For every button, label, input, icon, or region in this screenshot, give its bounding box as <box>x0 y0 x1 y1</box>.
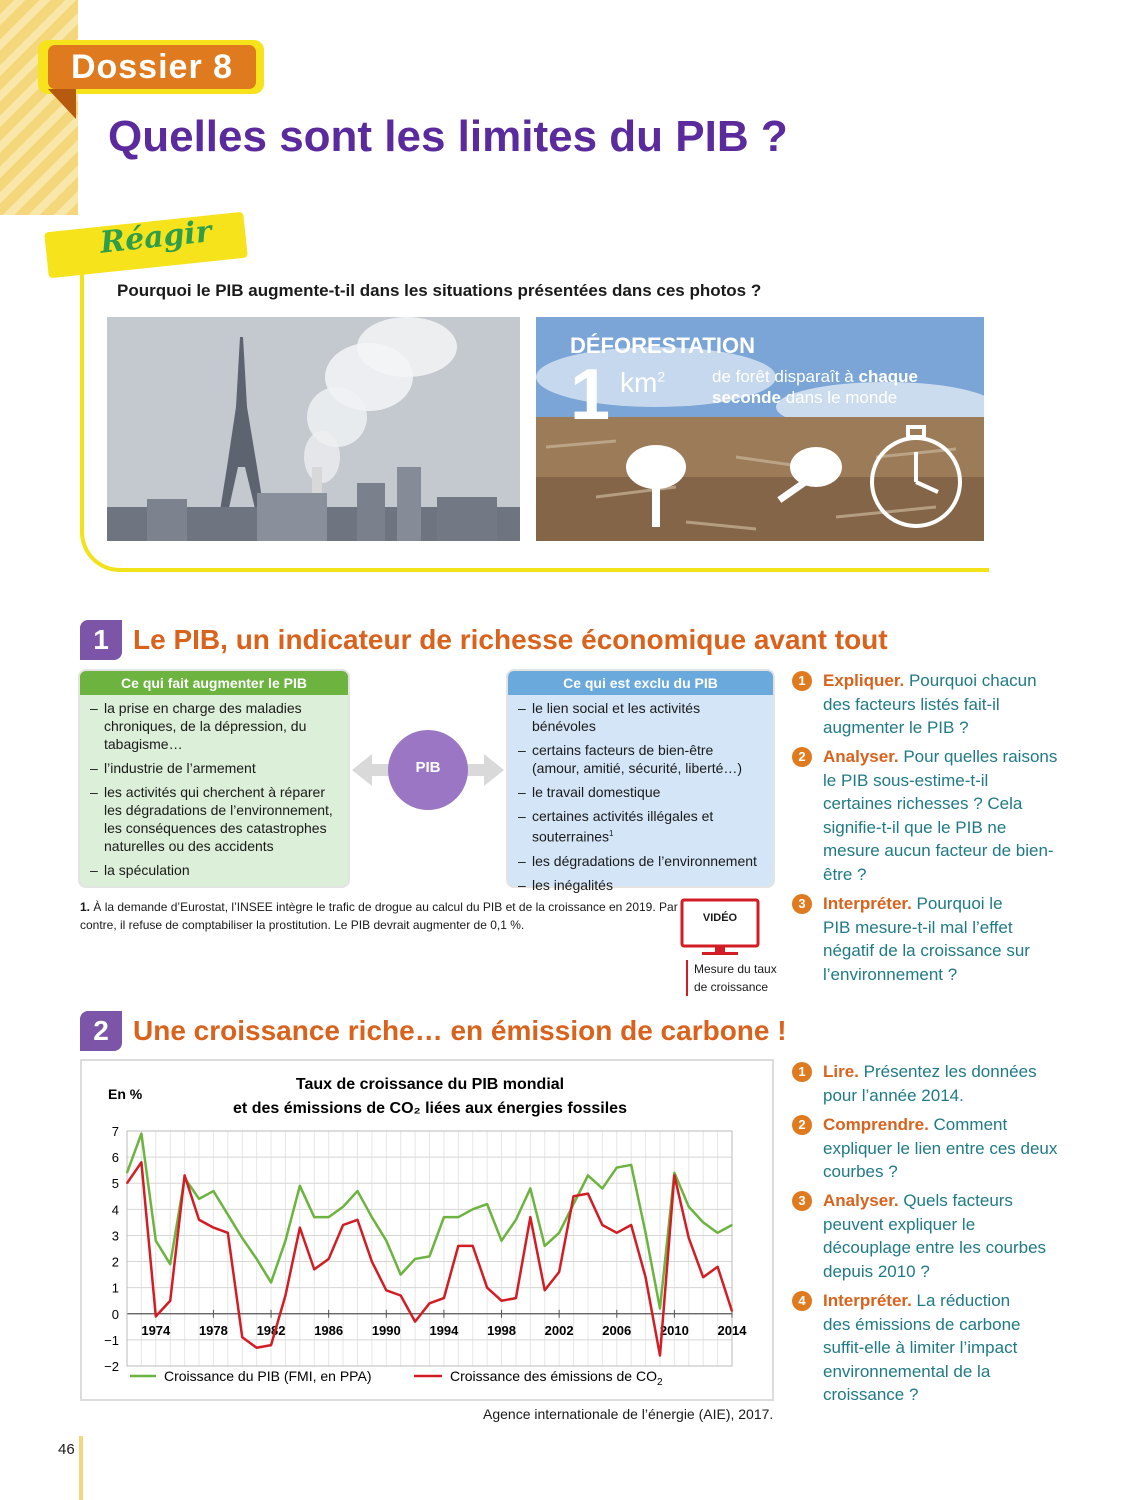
co2-data-point <box>241 1336 243 1338</box>
x-tick-label: 2014 <box>717 1322 747 1338</box>
co2-data-point <box>227 1232 229 1234</box>
y-tick-label: 2 <box>111 1254 119 1270</box>
list-item: – les dégradations de l’environnement <box>518 852 763 870</box>
y-tick-label: 0 <box>111 1306 119 1322</box>
paris-skyline-illustration <box>107 317 520 541</box>
co2-data-point <box>155 1316 157 1318</box>
co2-data-point <box>328 1258 330 1260</box>
pib-label: PIB <box>415 759 441 776</box>
deforestation-text-line1: de forêt disparaît à chaque <box>712 367 919 386</box>
gdp-data-point <box>645 1232 647 1234</box>
gdp-data-point <box>169 1263 171 1265</box>
gdp-data-point <box>227 1214 229 1216</box>
co2-data-point <box>501 1300 503 1302</box>
co2-data-point <box>587 1193 589 1195</box>
list-item: – certains facteurs de bien-être (amour, amitié, sécurité, liberté…) <box>518 741 763 777</box>
gdp-data-point <box>688 1206 690 1208</box>
legend-gdp-label: Croissance du PIB (FMI, en PPA) <box>164 1368 372 1384</box>
section-1-title: Le PIB, un indicateur de richesse économique avant tout <box>133 624 888 655</box>
y-tick-label: 7 <box>111 1124 119 1139</box>
gdp-data-point <box>443 1216 445 1218</box>
list-item: – la spéculation <box>90 861 338 879</box>
co2-data-point <box>270 1344 272 1346</box>
gdp-data-point <box>731 1224 733 1226</box>
gdp-data-point <box>256 1258 258 1260</box>
co2-data-point <box>299 1227 301 1229</box>
list-item: – certaines activités illégales et souterraines$^1$ <box>518 807 763 846</box>
co2-data-point <box>515 1297 517 1299</box>
y-tick-label: 4 <box>111 1202 119 1218</box>
gdp-data-point <box>458 1216 460 1218</box>
x-tick-label: 2002 <box>544 1322 574 1338</box>
gdp-data-point <box>515 1219 517 1221</box>
co2-data-point <box>443 1297 445 1299</box>
co2-data-point <box>602 1224 604 1226</box>
video-caption[interactable]: Mesure du taux de croissance <box>686 960 784 996</box>
co2-data-point <box>198 1219 200 1221</box>
x-tick-label: 2006 <box>602 1322 632 1338</box>
co2-data-point <box>285 1295 287 1297</box>
co2-data-point <box>731 1310 733 1312</box>
list-item: – les inégalités <box>518 876 763 894</box>
gdp-data-point <box>126 1172 128 1174</box>
gdp-data-point <box>213 1190 215 1192</box>
chart-title-line1: Taux de croissance du PIB mondial <box>295 1076 565 1093</box>
co2-data-point <box>558 1271 560 1273</box>
chart-ylabel: En % <box>108 1086 143 1102</box>
co2-data-point <box>313 1269 315 1271</box>
question-1-2: 2 Analyser. Pour quelles raisons le PIB sous-estime-t-il certaines richesses ? Cela signifie-t-il que le PIB ne mesure aucun facteur de bien-être ? <box>792 745 1062 886</box>
question-1-1: 1 Expliquer. Pourquoi chacun des facteurs listés fait-il augmenter le PIB ? <box>792 669 1062 740</box>
co2-data-point <box>357 1219 359 1221</box>
box-increases-heading: Ce qui fait augmenter le PIB <box>80 671 348 695</box>
gdp-data-point <box>357 1190 359 1192</box>
page-title: Quelles sont les limites du PIB ? <box>108 112 788 161</box>
gdp-data-point <box>530 1188 532 1190</box>
page-bar <box>79 1436 83 1500</box>
reagir-question: Pourquoi le PIB augmente-t-il dans les situations présentées dans ces photos ? <box>117 281 762 300</box>
deforestation-big-number: 1 <box>570 355 611 435</box>
x-tick-label: 1974 <box>141 1322 171 1338</box>
increases-list <box>80 695 348 891</box>
x-tick-label: 1982 <box>256 1322 286 1338</box>
gdp-data-point <box>155 1240 157 1242</box>
co2-data-point <box>688 1237 690 1239</box>
gdp-data-point <box>659 1308 661 1310</box>
gdp-data-point <box>198 1198 200 1200</box>
y-tick-label: −1 <box>104 1332 119 1348</box>
list-item: – l’industrie de l’armement <box>90 759 338 777</box>
co2-data-point <box>544 1289 546 1291</box>
gdp-data-point <box>385 1240 387 1242</box>
co2-data-point <box>400 1295 402 1297</box>
x-tick-label: 2010 <box>659 1322 689 1338</box>
gdp-data-point <box>141 1133 143 1135</box>
gdp-data-point <box>299 1185 301 1187</box>
section-2-title: Une croissance riche… en émission de carbone ! <box>133 1015 787 1046</box>
gdp-data-point <box>328 1216 330 1218</box>
co2-data-point <box>126 1182 128 1184</box>
gdp-data-point <box>429 1256 431 1258</box>
co2-data-point <box>429 1303 431 1305</box>
chart-title-line2: et des émissions de CO₂ liées aux énergies fossiles <box>233 1100 627 1117</box>
co2-data-point <box>458 1245 460 1247</box>
co2-data-point <box>573 1195 575 1197</box>
photo-paris-pollution <box>107 317 520 541</box>
page-number: 46 <box>58 1441 75 1458</box>
legend-co2-label: Croissance des émissions de $CO_2$ <box>450 1368 663 1388</box>
gdp-data-point <box>414 1258 416 1260</box>
co2-data-point <box>717 1266 719 1268</box>
x-tick-label: 1994 <box>429 1322 459 1338</box>
co2-data-point <box>342 1224 344 1226</box>
co2-data-point <box>486 1287 488 1289</box>
excluded-list <box>508 695 773 906</box>
gdp-data-point <box>285 1240 287 1242</box>
box-increases-gdp <box>80 671 348 886</box>
gdp-data-point <box>313 1216 315 1218</box>
dossier-label: Dossier 8 <box>48 45 256 89</box>
video-label: VIDÉO <box>702 912 738 924</box>
gdp-data-point <box>472 1209 474 1211</box>
y-tick-label: 5 <box>111 1176 119 1192</box>
question-2-2: 2 Comprendre. Comment expliquer le lien entre ces deux courbes ? <box>792 1113 1062 1184</box>
co2-data-point <box>674 1175 676 1177</box>
gdp-data-point <box>371 1216 373 1218</box>
gdp-data-point <box>270 1282 272 1284</box>
co2-data-point <box>141 1162 143 1164</box>
chart-container <box>80 1059 774 1401</box>
co2-data-point <box>213 1227 215 1229</box>
deforestation-headline: DÉFORESTATION <box>570 333 755 358</box>
section-2-number: 2 <box>80 1011 122 1051</box>
gdp-data-point <box>630 1164 632 1166</box>
question-1-3: 3 Interpréter. Pourquoi le PIB mesure-t-il mal l’effet négatif de la croissance sur l’environnement ? <box>792 892 1032 986</box>
co2-data-point <box>630 1224 632 1226</box>
gdp-data-point <box>616 1167 618 1169</box>
question-2-3: 3 Analyser. Quels facteurs peuvent expliquer le découplage entre les courbes depuis 2010 ? <box>792 1189 1057 1283</box>
co2-data-point <box>645 1276 647 1278</box>
growth-emissions-chart <box>82 1061 772 1399</box>
co2-data-point <box>169 1300 171 1302</box>
gdp-data-point <box>674 1172 676 1174</box>
co2-data-point <box>530 1216 532 1218</box>
co2-data-point <box>256 1347 258 1349</box>
deforestation-unit: $km^2$ <box>620 367 666 398</box>
gdp-data-point <box>501 1240 503 1242</box>
video-monitor-icon[interactable] <box>680 898 760 962</box>
gdp-data-point <box>702 1222 704 1224</box>
photo-deforestation <box>536 317 984 541</box>
gdp-data-point <box>486 1203 488 1205</box>
list-item: – la prise en charge des maladies chroniques, de la dépression, du tabagisme… <box>90 699 338 753</box>
co2-data-point <box>385 1289 387 1291</box>
x-tick-label: 1978 <box>198 1322 228 1338</box>
reagir-label: Réagir <box>98 214 214 261</box>
co2-data-point <box>659 1355 661 1357</box>
co2-data-point <box>616 1232 618 1234</box>
x-tick-label: 1986 <box>314 1322 344 1338</box>
y-tick-label: 6 <box>111 1150 119 1166</box>
dossier-fold <box>48 89 76 119</box>
co2-data-point <box>371 1261 373 1263</box>
gdp-data-point <box>400 1274 402 1276</box>
y-tick-label: −2 <box>104 1359 119 1374</box>
question-2-4: 4 Interpréter. La réduction des émissions de carbone suffit-elle à limiter l’impact environnemental de la croissance ? <box>792 1289 1037 1407</box>
gdp-data-point <box>558 1232 560 1234</box>
deforestation-text-line2: seconde dans le monde <box>712 388 898 407</box>
box-excluded-gdp <box>508 671 773 893</box>
list-item: – le travail domestique <box>518 783 763 801</box>
gdp-data-point <box>342 1206 344 1208</box>
box-excluded-heading: Ce qui est exclu du PIB <box>508 671 773 695</box>
co2-data-point <box>184 1175 186 1177</box>
co2-data-point <box>414 1321 416 1323</box>
x-tick-label: 1990 <box>371 1322 401 1338</box>
co2-data-point <box>472 1245 474 1247</box>
y-tick-label: 1 <box>111 1280 119 1296</box>
gdp-data-point <box>717 1232 719 1234</box>
gdp-data-point <box>602 1188 604 1190</box>
section-1-number: 1 <box>80 620 122 660</box>
x-tick-label: 1998 <box>487 1322 516 1338</box>
footnote: 1. À la demande d’Eurostat, l’INSEE intègre le trafic de drogue au calcul du PIB et de la croissance en 2019. Par contre, il refuse de comptabiliser la prostitution. Le PIB devrait augmenter de 0,1 %. <box>80 900 678 932</box>
gdp-data-point <box>587 1175 589 1177</box>
y-tick-label: 3 <box>111 1228 119 1244</box>
list-item: – le lien social et les activités bénévoles <box>518 699 763 735</box>
gdp-data-point <box>241 1237 243 1239</box>
question-2-1: 1 Lire. Présentez les données pour l’année 2014. <box>792 1060 1062 1107</box>
co2-data-point <box>702 1276 704 1278</box>
chart-source: Agence internationale de l’énergie (AIE), 2017. <box>483 1406 774 1422</box>
list-item: – les activités qui cherchent à réparer les dégradations de l’environnement, les conséquences des catastrophes naturelles ou des accidents <box>90 783 338 855</box>
gdp-data-point <box>544 1245 546 1247</box>
